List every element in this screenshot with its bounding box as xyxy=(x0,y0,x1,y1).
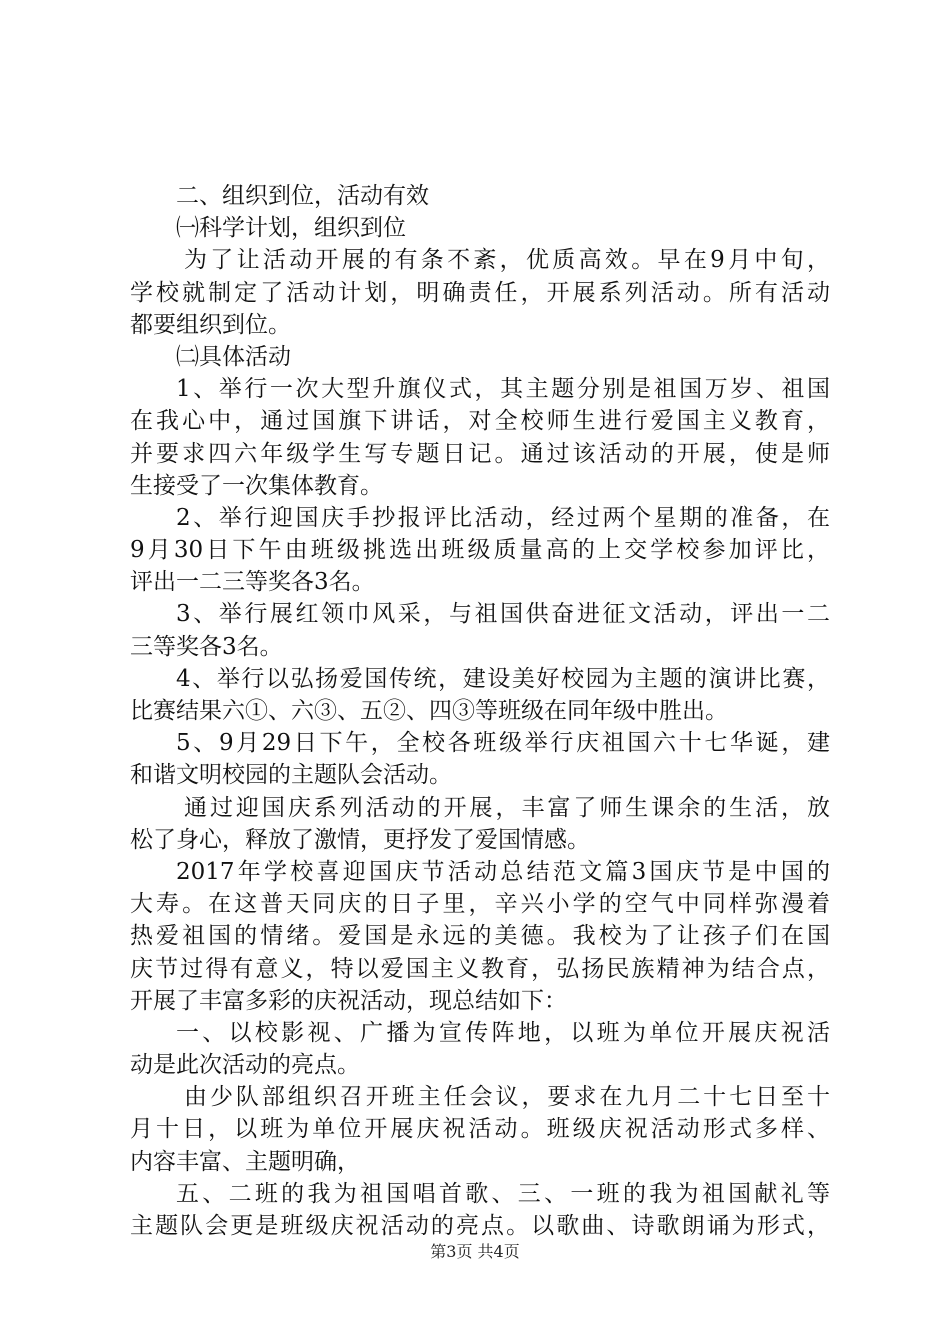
text-line: 并要求四六年级学生写专题日记。通过该活动的开展，使是师 xyxy=(130,440,830,467)
text-line: 都要组织到位。 xyxy=(130,311,291,338)
text-line: 2、举行迎国庆手抄报评比活动，经过两个星期的准备，在 xyxy=(176,504,830,531)
text-line: 学校就制定了活动计划，明确责任，开展系列活动。所有活动 xyxy=(130,279,830,306)
text-line: ㈡具体活动 xyxy=(176,343,291,370)
text-line: 庆节过得有意义，特以爱国主义教育，弘扬民族精神为结合点， xyxy=(130,955,830,982)
text-line: 一、以校影视、广播为宣传阵地，以班为单位开展庆祝活 xyxy=(176,1019,830,1046)
text-line: 4、举行以弘扬爱国传统，建设美好校园为主题的演讲比赛， xyxy=(176,665,830,692)
text-line: 在我心中，通过国旗下讲话，对全校师生进行爱国主义教育， xyxy=(130,408,830,435)
text-line: 由少队部组织召开班主任会议，要求在九月二十七日至十 xyxy=(184,1084,830,1111)
text-line: 动是此次活动的亮点。 xyxy=(130,1052,360,1079)
text-line: 5、9月29日下午，全校各班级举行庆祖国六十七华诞，建 xyxy=(176,730,830,757)
text-line: 9月30日下午由班级挑选出班级质量高的上交学校参加评比， xyxy=(130,537,830,564)
text-line: 主题队会更是班级庆祝活动的亮点。以歌曲、诗歌朗诵为形式， xyxy=(130,1213,830,1239)
text-line: 大寿。在这普天同庆的日子里，辛兴小学的空气中同样弥漫着 xyxy=(130,891,830,918)
text-line: 五、二班的我为祖国唱首歌、三、一班的我为祖国献礼等 xyxy=(176,1180,830,1207)
text-line: 三等奖各3名。 xyxy=(130,633,283,660)
document-body xyxy=(130,180,830,1242)
text-line: 内容丰富、主题明确， xyxy=(130,1148,360,1175)
text-line: 热爱祖国的情绪。爱国是永远的美德。我校为了让孩子们在国 xyxy=(130,923,830,950)
text-line: 2017年学校喜迎国庆节活动总结范文篇3国庆节是中国的 xyxy=(176,858,830,885)
text-line: 生接受了一次集体教育。 xyxy=(130,472,383,499)
text-line: 和谐文明校园的主题队会活动。 xyxy=(130,762,452,789)
text-line: ㈠科学计划，组织到位 xyxy=(176,215,406,242)
text-line: 为了让活动开展的有条不紊，优质高效。早在9月中旬， xyxy=(184,247,830,274)
text-line: 通过迎国庆系列活动的开展，丰富了师生课余的生活，放 xyxy=(184,794,830,821)
text-line: 3、举行展红领巾风采，与祖国供奋进征文活动，评出一二 xyxy=(176,601,830,628)
text-line: 比赛结果六①、六③、五②、四③等班级在同年级中胜出。 xyxy=(130,698,728,724)
text-line: 评出一二三等奖各3名。 xyxy=(130,569,375,596)
text-line: 1、举行一次大型升旗仪式，其主题分别是祖国万岁、祖国 xyxy=(176,376,830,403)
page-footer: 第3页 共4页 xyxy=(430,1242,520,1261)
text-line: 松了身心，释放了激情，更抒发了爱国情感。 xyxy=(130,826,590,853)
text-line: 二、组织到位，活动有效 xyxy=(176,183,429,209)
text-line: 开展了丰富多彩的庆祝活动，现总结如下： xyxy=(130,987,567,1014)
text-line: 月十日，以班为单位开展庆祝活动。班级庆祝活动形式多样、 xyxy=(130,1116,830,1143)
